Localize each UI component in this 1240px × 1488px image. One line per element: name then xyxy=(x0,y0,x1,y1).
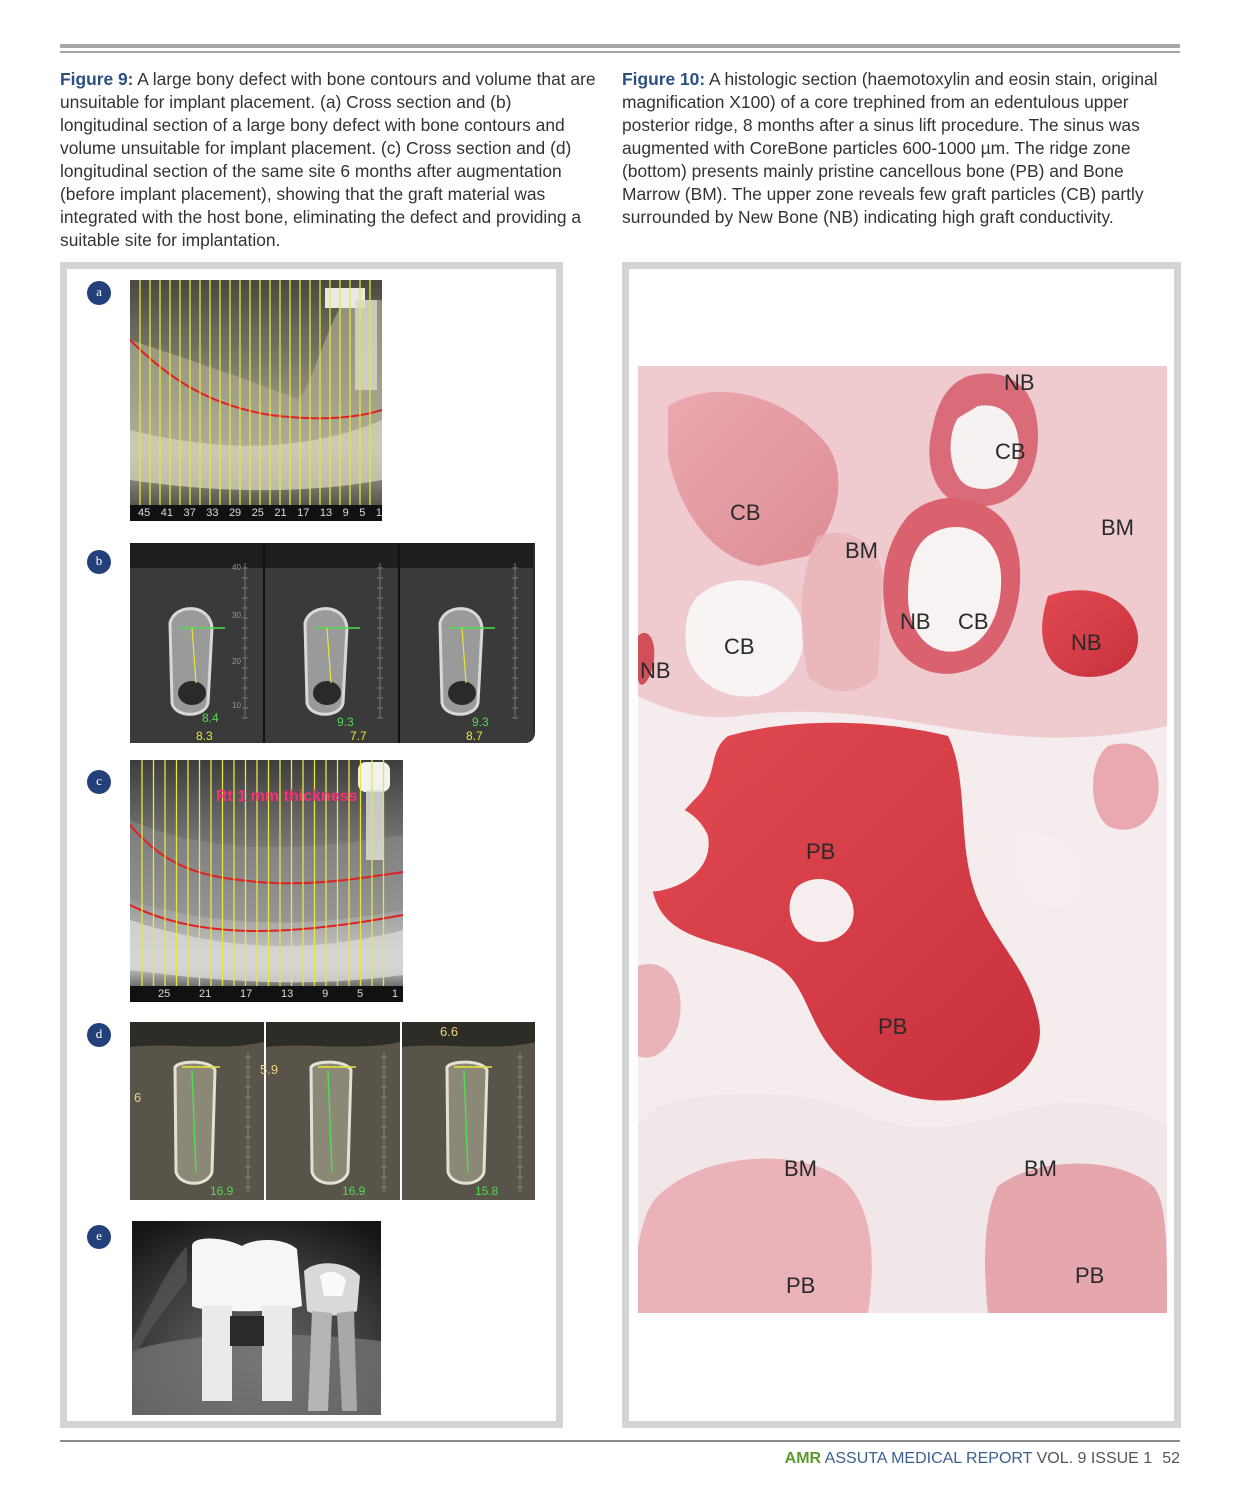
panel-a-cbct-cross-section xyxy=(130,280,382,521)
figure10-caption xyxy=(622,68,1182,229)
figure10-label: Figure 10: xyxy=(622,69,706,89)
histology-label-bm: BM xyxy=(1024,1156,1057,1181)
page-footer xyxy=(785,1450,1180,1468)
panel-b-scale-label: 20 xyxy=(232,657,241,666)
figure9-caption xyxy=(60,68,596,252)
panel-d-longitudinal-sections xyxy=(130,1022,535,1200)
ruler-label: 17 xyxy=(240,988,253,1000)
panel-c-cbct-cross-section xyxy=(130,760,403,1002)
ruler-label: 5 xyxy=(356,988,364,1000)
histology-label-bm: BM xyxy=(784,1156,817,1181)
histology-label-pb: PB xyxy=(878,1014,908,1039)
ruler-label: 13 xyxy=(319,507,333,519)
ruler-label: 21 xyxy=(199,988,212,1000)
ruler-label: 5 xyxy=(359,507,366,519)
histology-label-nb: NB xyxy=(1004,370,1035,395)
panel-b-measure-top: 9.3 xyxy=(337,715,354,729)
histology-section xyxy=(638,366,1167,1313)
panel-e-periapical-radiograph xyxy=(132,1221,381,1415)
panel-a-ruler xyxy=(138,505,382,521)
ruler-label: 9 xyxy=(322,988,329,1000)
panel-d-measure: 15.8 xyxy=(475,1184,499,1198)
ruler-label: 41 xyxy=(160,507,173,519)
panel-e-badge: e xyxy=(87,1225,111,1249)
panel-b-measure-bottom: 7.7 xyxy=(350,729,367,743)
panel-c-badge: c xyxy=(87,770,111,794)
histology-label-nb: NB xyxy=(900,609,931,634)
figure10-text: A histologic section (haemotoxylin and eosin stain, original magnification X100) of a core trephined from an edentulous upper posterior ridge, 8 months after a sinus lift procedure. The sinus was augmented with CoreBone particles 600-1000 µm. The ridge zone (bottom) presents mainly pristine cancellous bone (PB) and Bone Marrow (BM). The upper zone reveals few graft particles (CB) partly surrounded by New Bone (NB) indicating high graft conductivity. xyxy=(622,69,1158,227)
histology-label-nb: NB xyxy=(1071,630,1102,655)
ruler-label: 33 xyxy=(206,507,219,519)
panel-d-side-mark: 6.6 xyxy=(440,1024,459,1039)
ruler-label: 25 xyxy=(158,988,171,1000)
ruler-label: 45 xyxy=(138,507,151,519)
histology-image xyxy=(638,366,1167,1313)
panel-d-badge: d xyxy=(87,1023,111,1047)
panel-a-image xyxy=(130,280,382,521)
footer-brand: AMR xyxy=(784,1450,822,1467)
panel-d-measure: 16.9 xyxy=(210,1184,234,1198)
panel-b-image xyxy=(130,543,535,743)
panel-b-longitudinal-sections xyxy=(130,543,535,743)
histology-label-pb: PB xyxy=(1075,1263,1105,1288)
histology-label-cb: CB xyxy=(730,500,761,525)
page-number: 52 xyxy=(1162,1450,1180,1467)
panel-d-side-mark: 6 xyxy=(134,1090,142,1105)
ruler-label: 13 xyxy=(281,988,294,1000)
footer-volume: VOL. 9 ISSUE 1 xyxy=(1032,1450,1153,1467)
histology-label-cb: CB xyxy=(958,609,989,634)
panel-c-ruler xyxy=(158,986,398,1002)
panel-b-measure-bottom: 8.7 xyxy=(466,729,483,743)
figure9-label: Figure 9: xyxy=(60,69,134,89)
panel-a-badge: a xyxy=(87,281,111,305)
ruler-label: 21 xyxy=(274,507,287,519)
ruler-label: 9 xyxy=(342,507,349,519)
histology-label-pb: PB xyxy=(786,1273,816,1298)
top-rule xyxy=(60,44,1180,53)
histology-label-cb: CB xyxy=(995,439,1026,464)
ruler-label: 1 xyxy=(391,988,398,1000)
histology-label-bm: BM xyxy=(1101,515,1134,540)
ruler-label: 1 xyxy=(375,507,382,519)
panel-d-side-mark: 5.9 xyxy=(260,1062,279,1077)
histology-label-nb: NB xyxy=(640,658,671,683)
footer-title: ASSUTA MEDICAL REPORT xyxy=(821,1450,1033,1467)
panel-b-scale-label: 10 xyxy=(232,701,241,710)
ruler-label: 37 xyxy=(183,507,196,519)
panel-d-measure: 16.9 xyxy=(342,1184,366,1198)
panel-e-image xyxy=(132,1221,381,1415)
ruler-label: 17 xyxy=(297,507,310,519)
panel-b-measure-top: 9.3 xyxy=(472,715,489,729)
ruler-label: 29 xyxy=(228,507,242,519)
panel-b-measure-top: 8.4 xyxy=(202,711,219,725)
panel-b-scale-label: 30 xyxy=(232,611,241,620)
histology-label-pb: PB xyxy=(806,839,836,864)
panel-d-image xyxy=(130,1022,535,1200)
figure9-text: A large bony defect with bone contours and volume that are unsuitable for implant placement. (a) Cross section and (b) longitudinal section of a large bony defect with bone contours and volume unsuitable for implant placement. (c) Cross section and (d) longitudinal section of the same site 6 months after augmentation (before implant placement), showing that the graft material was integrated with the host bone, eliminating the defect and providing a suitable site for implantation. xyxy=(60,69,596,250)
ruler-label: 25 xyxy=(251,507,264,519)
panel-b-measure-bottom: 8.3 xyxy=(196,729,213,743)
panel-b-scale-label: 40 xyxy=(232,563,241,572)
histology-label-cb: CB xyxy=(724,634,755,659)
histology-label-bm: BM xyxy=(845,538,878,563)
panel-c-overlay-text: Rt 1 mm thickness xyxy=(216,788,358,805)
panel-b-badge: b xyxy=(87,550,111,574)
footer-rule xyxy=(60,1440,1180,1442)
